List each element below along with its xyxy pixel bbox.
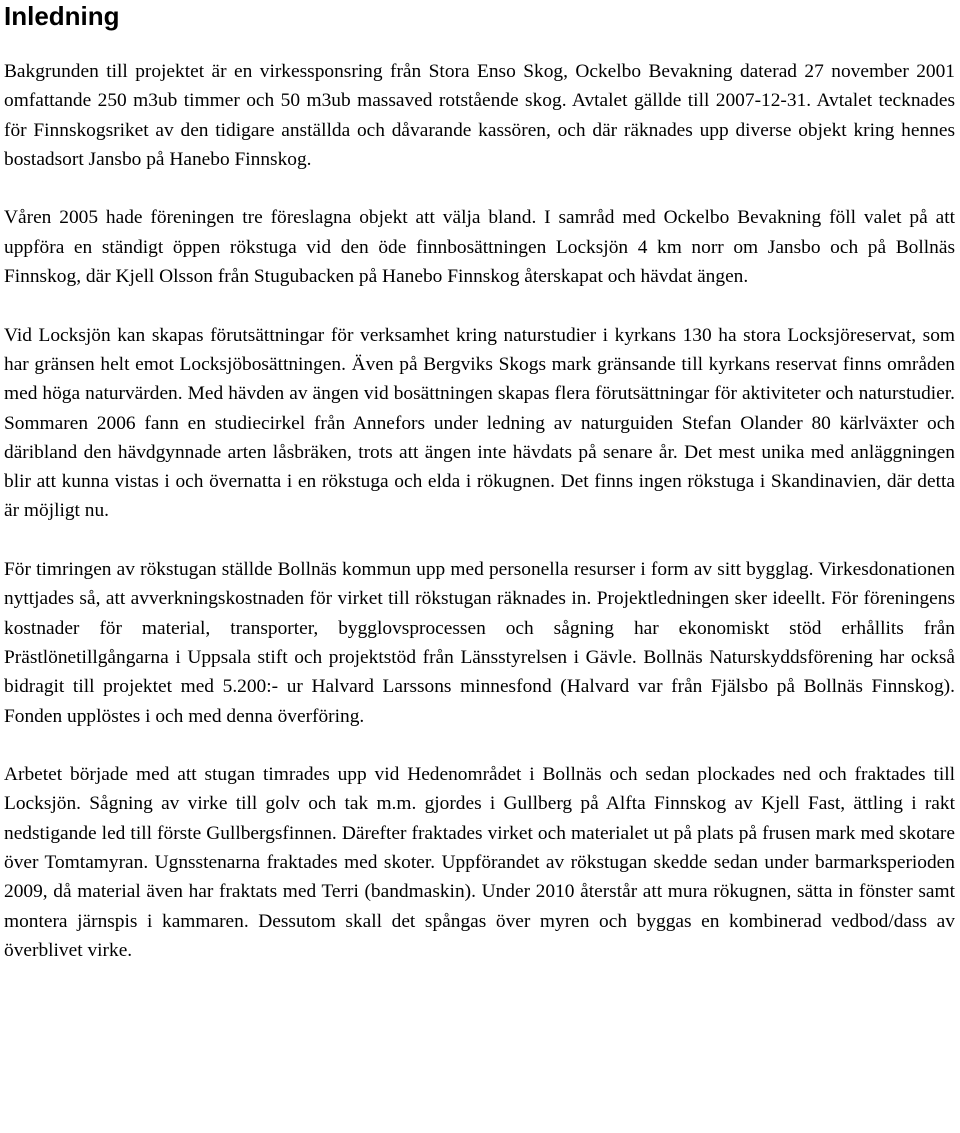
paragraph-funding: För timringen av rökstugan ställde Bollnäs kommun upp med personella resurser i form av sitt bygglag. Virkesdonationen nyttjades så, att avverkningskostnaden för virket till rökstugan räknades in. Projektledningen sker ideellt. För föreningens kostnader för material, transporter, bygglovsprocessen och sågning har ekonomiskt stöd erhållits från Prästlönetillgångarna i Uppsala stift och projektstöd från Länsstyrelsen i Gävle. Bollnäs Naturskyddsförening har också bidragit till projektet med 5.200:- ur Halvard Larssons minnesfond (Halvard var från Fjälsbo på Bollnäs Finnskog). Fonden upplöstes i och med denna överföring. (4, 559, 955, 727)
paragraph-construction: Arbetet började med att stugan timrades upp vid Hedenområdet i Bollnäs och sedan plockades ned och fraktades till Locksjön. Sågning av virke till golv och tak m.m. gjordes i Gullberg på Alfta Finnskog av Kjell Fast, ättling i rakt nedstigande led till förste Gullbergsfinnen. Därefter fraktades virket och materialet ut på plats på frusen mark med skotare över Tomtamyran. Ugnsstenarna fraktades med skoter. Uppförandet av rökstugan skedde sedan under barmarksperioden 2009, då material även har fraktats med Terri (bandmaskin). Under 2010 återstår att mura rökugnen, sätta in fönster samt montera järnspis i kammaren. Dessutom skall det spångas över myren och byggas en kombinerad vedbod/dass av överblivet virke. (4, 764, 955, 961)
paragraph-spring-2005: Våren 2005 hade föreningen tre föreslagna objekt att välja bland. I samråd med Ockelbo Bevakning föll valet på att uppföra en ständigt öppen rökstuga vid den öde finnbosättningen Locksjön 4 km norr om Jansbo och på Bollnäs Finnskog, där Kjell Olsson från Stugubacken på Hanebo Finnskog återskapat och hävdat ängen. (4, 207, 955, 288)
document-page (4, 0, 955, 965)
section-heading: Inledning (4, 1, 120, 31)
paragraph-locksjon-nature: Vid Locksjön kan skapas förutsättningar för verksamhet kring naturstudier i kyrkans 130 ha stora Locksjöreservat, som har gränsen helt emot Locksjöbosättningen. Även på Bergviks Skogs mark gränsande till kyrkans reservat finns områden med höga naturvärden. Med hävden av ängen vid bosättningen skapas flera förutsättningar för aktiviteter och naturstudier. Sommaren 2006 fann en studiecirkel från Annefors under ledning av naturguiden Stefan Olander 80 kärlväxter och däribland den hävdgynnade arten låsbräken, trots att ängen inte hävdats på senare år. Det mest unika med anläggningen blir att kunna vistas i och övernatta i en rökstuga och elda i rökugnen. Det finns ingen rökstuga i Skandinavien, där detta är möjligt nu. (4, 324, 955, 522)
paragraph-background: Bakgrunden till projektet är en virkessponsring från Stora Enso Skog, Ockelbo Bevakning daterad 27 november 2001 omfattande 250 m3ub timmer och 50 m3ub massaved rotstående skog. Avtalet gällde till 2007-12-31. Avtalet tecknades för Finnskogsriket av den tidigare anställda och dåvarande kassören, och där räknades upp diverse objekt kring hennes bostadsort Jansbo på Hanebo Finnskog. (4, 61, 955, 170)
